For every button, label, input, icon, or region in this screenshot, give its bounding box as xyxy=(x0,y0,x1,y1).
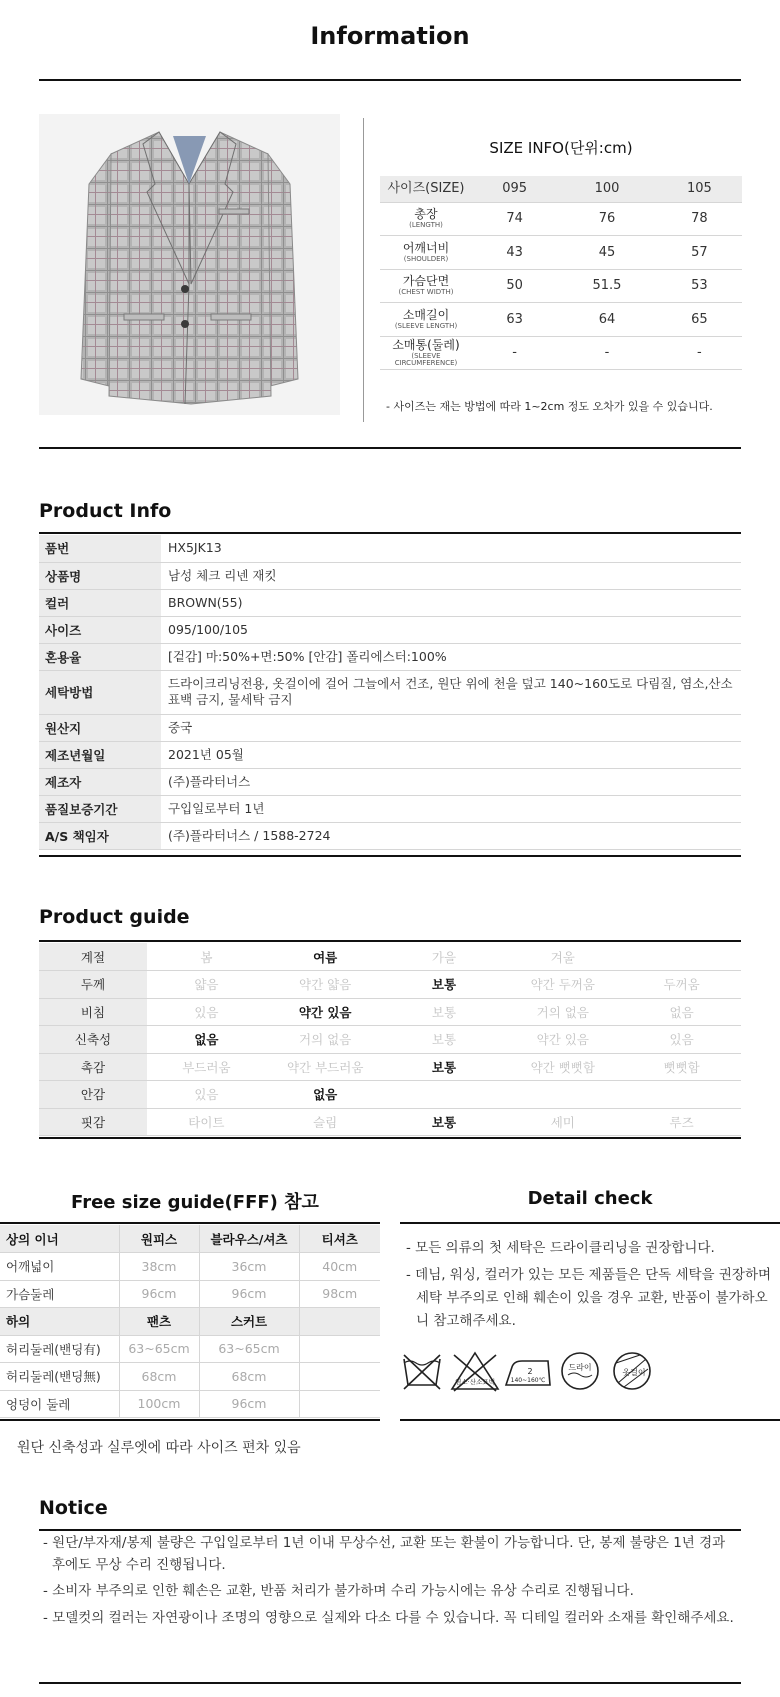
info-value: [겉감] 마:50%+면:50% [안감] 폴리에스터:100% xyxy=(161,643,741,670)
guide-key: 신축성 xyxy=(39,1026,147,1054)
table-row xyxy=(39,589,741,616)
dry-clean-label: 드라이 xyxy=(568,1363,592,1372)
table-row xyxy=(39,768,741,795)
info-key: 원산지 xyxy=(39,714,161,741)
divider xyxy=(39,1529,741,1531)
table-row xyxy=(39,822,741,849)
free-size-cell xyxy=(299,1363,380,1391)
list-item: - 데님, 워싱, 컬러가 있는 모든 제품들은 단독 세탁을 권장하며 세탁 부주의로 인해 훼손이 있을 경우 교환, 반품이 불가하오니 참고해주세요. xyxy=(406,1266,772,1329)
product-info-title: Product Info xyxy=(39,500,172,522)
free-size-header: 팬츠 xyxy=(119,1308,199,1336)
guide-option: 보통 xyxy=(385,1053,504,1081)
info-value: 중국 xyxy=(161,714,741,741)
info-value: 095/100/105 xyxy=(161,616,741,643)
info-key: 품질보증기간 xyxy=(39,795,161,822)
free-size-key: 어깨넓이 xyxy=(0,1253,119,1281)
divider xyxy=(0,1222,380,1224)
guide-option: 보통 xyxy=(385,998,504,1026)
size-row-shoulder xyxy=(380,236,742,270)
free-size-header-row xyxy=(0,1225,380,1253)
free-size-cell xyxy=(299,1335,380,1363)
table-row xyxy=(39,998,741,1026)
info-key: 사이즈 xyxy=(39,616,161,643)
table-row xyxy=(39,943,741,971)
free-size-header xyxy=(299,1308,380,1336)
size-header-label: 사이즈(SIZE) xyxy=(380,176,472,202)
iron-140-160-icon xyxy=(506,1361,550,1385)
free-size-table xyxy=(0,1225,380,1418)
no-bleach-icon xyxy=(452,1353,498,1391)
free-size-title: Free size guide(FFF) 참고 xyxy=(71,1192,319,1213)
size-cell: 45 xyxy=(557,236,656,270)
info-value: (주)플라터너스 / 1588-2724 xyxy=(161,822,741,849)
free-size-header: 원피스 xyxy=(119,1225,199,1253)
size-row-sleeve-circumference xyxy=(380,336,742,370)
free-size-cell: 63~65cm xyxy=(199,1335,299,1363)
table-row xyxy=(0,1390,380,1418)
guide-option: 거의 없음 xyxy=(503,998,622,1026)
guide-option: 타이트 xyxy=(147,1108,266,1136)
info-key: 품번 xyxy=(39,535,161,562)
guide-option: 약간 부드러움 xyxy=(266,1053,385,1081)
product-guide-title: Product guide xyxy=(39,906,190,928)
divider xyxy=(39,532,741,534)
guide-option: 두꺼움 xyxy=(622,971,741,999)
hang-dry-icon xyxy=(614,1353,650,1389)
guide-option: 세미 xyxy=(503,1108,622,1136)
size-header-row xyxy=(380,176,742,202)
free-size-header: 블라우스/셔츠 xyxy=(199,1225,299,1253)
list-item: - 소비자 부주의로 인한 훼손은 교환, 반품 처리가 불가하며 수리 가능시에는 유상 수리로 진행됩니다. xyxy=(43,1583,634,1600)
table-row xyxy=(39,795,741,822)
information-title: Information xyxy=(310,22,470,50)
bleach-label: 염소·산소표백 xyxy=(455,1378,495,1386)
size-row-label: 총장 (LENGTH) xyxy=(380,202,472,236)
care-icons xyxy=(400,1347,670,1397)
size-info-title: SIZE INFO(단위:cm) xyxy=(489,139,633,157)
guide-option: 가을 xyxy=(385,943,504,971)
info-value: 2021년 05월 xyxy=(161,741,741,768)
free-size-key: 허리둘레(밴딩有) xyxy=(0,1335,119,1363)
info-value: BROWN(55) xyxy=(161,589,741,616)
size-cell: - xyxy=(472,336,557,370)
guide-option: 없음 xyxy=(622,998,741,1026)
free-size-cell: 100cm xyxy=(119,1390,199,1418)
free-size-key: 가슴둘레 xyxy=(0,1280,119,1308)
table-row xyxy=(39,535,741,562)
free-size-cell: 68cm xyxy=(199,1363,299,1391)
divider xyxy=(39,1137,741,1139)
free-size-cell: 63~65cm xyxy=(119,1335,199,1363)
table-row xyxy=(39,1081,741,1109)
dry-clean-icon xyxy=(562,1353,598,1389)
size-row-chest xyxy=(380,269,742,303)
guide-option xyxy=(622,1081,741,1109)
size-row-sleeve-length xyxy=(380,303,742,337)
table-row xyxy=(39,1026,741,1054)
guide-option: 슬림 xyxy=(266,1108,385,1136)
table-row xyxy=(0,1280,380,1308)
divider xyxy=(39,79,741,81)
size-header-105: 105 xyxy=(657,176,742,202)
info-value: HX5JK13 xyxy=(161,535,741,562)
guide-option: 약간 뻣뻣함 xyxy=(503,1053,622,1081)
guide-option: 루즈 xyxy=(622,1108,741,1136)
guide-key: 계절 xyxy=(39,943,147,971)
divider xyxy=(39,447,741,449)
free-size-header: 티셔츠 xyxy=(299,1225,380,1253)
guide-option: 약간 있음 xyxy=(503,1026,622,1054)
list-item: - 모델컷의 컬러는 자연광이나 조명의 영향으로 실제와 다소 다를 수 있습니다. 꼭 디테일 컬러와 소재를 확인해주세요. xyxy=(43,1609,734,1626)
iron-temp-label: 140~160℃ xyxy=(510,1377,546,1384)
free-size-key: 허리둘레(밴딩無) xyxy=(0,1363,119,1391)
guide-option: 약간 두꺼움 xyxy=(503,971,622,999)
size-cell: 74 xyxy=(472,202,557,236)
size-info-table xyxy=(380,176,742,370)
free-size-cell: 38cm xyxy=(119,1253,199,1281)
free-size-cell: 36cm xyxy=(199,1253,299,1281)
free-size-cell: 40cm xyxy=(299,1253,380,1281)
guide-option: 뻣뻣함 xyxy=(622,1053,741,1081)
free-size-cell: 96cm xyxy=(199,1390,299,1418)
table-row xyxy=(39,562,741,589)
table-row xyxy=(0,1335,380,1363)
info-key: 상품명 xyxy=(39,562,161,589)
size-cell: 76 xyxy=(557,202,656,236)
guide-option: 얇음 xyxy=(147,971,266,999)
guide-option: 봄 xyxy=(147,943,266,971)
info-value: 구입일로부터 1년 xyxy=(161,795,741,822)
size-row-label: 소매길이 (SLEEVE LENGTH) xyxy=(380,303,472,337)
info-value: 드라이크리닝전용, 옷걸이에 걸어 그늘에서 건조, 원단 위에 천을 덮고 140~160도로 다림질, 염소,산소표백 금지, 물세탁 금지 xyxy=(161,670,741,714)
size-header-095: 095 xyxy=(472,176,557,202)
vertical-divider xyxy=(363,118,364,422)
table-row xyxy=(39,1108,741,1136)
guide-option: 없음 xyxy=(147,1026,266,1054)
guide-option xyxy=(503,1081,622,1109)
size-cell: 50 xyxy=(472,269,557,303)
product-guide-table xyxy=(39,943,741,1136)
guide-option: 거의 없음 xyxy=(266,1026,385,1054)
info-key: 세탁방법 xyxy=(39,670,161,714)
notice-list xyxy=(39,1533,741,1634)
info-key: 제조자 xyxy=(39,768,161,795)
no-wash-icon xyxy=(404,1355,440,1389)
divider xyxy=(400,1419,780,1421)
free-size-note: 원단 신축성과 실루엣에 따라 사이즈 편차 있음 xyxy=(17,1440,301,1456)
size-row-length xyxy=(380,202,742,236)
table-row xyxy=(39,714,741,741)
divider xyxy=(39,1682,741,1684)
guide-option: 없음 xyxy=(266,1081,385,1109)
guide-key: 두께 xyxy=(39,971,147,999)
size-header-100: 100 xyxy=(557,176,656,202)
size-cell: 43 xyxy=(472,236,557,270)
info-key: 컬러 xyxy=(39,589,161,616)
divider xyxy=(39,940,741,942)
free-size-cell: 98cm xyxy=(299,1280,380,1308)
divider xyxy=(39,855,741,857)
notice-title: Notice xyxy=(39,1497,108,1519)
free-size-cell: 68cm xyxy=(119,1363,199,1391)
guide-option: 보통 xyxy=(385,1108,504,1136)
product-info-table xyxy=(39,535,741,850)
free-size-cell xyxy=(299,1390,380,1418)
info-key: 제조년월일 xyxy=(39,741,161,768)
size-cell: 64 xyxy=(557,303,656,337)
size-cell: 78 xyxy=(657,202,742,236)
free-size-header: 하의 xyxy=(0,1308,119,1336)
info-key: 혼용율 xyxy=(39,643,161,670)
size-note: - 사이즈는 재는 방법에 따라 1~2cm 정도 오차가 있을 수 있습니다. xyxy=(386,400,713,413)
table-row xyxy=(39,616,741,643)
table-row xyxy=(39,741,741,768)
info-value: (주)플라터너스 xyxy=(161,768,741,795)
size-row-label: 어깨너비 (SHOULDER) xyxy=(380,236,472,270)
list-item: - 원단/부자재/봉제 불량은 구입일로부터 1년 이내 무상수선, 교환 또는 환불이 가능합니다. 단, 봉제 불량은 1년 경과 후에도 무상 수리 진행됩니다. xyxy=(43,1535,726,1573)
detail-check-title: Detail check xyxy=(527,1188,653,1209)
size-cell: 57 xyxy=(657,236,742,270)
guide-option: 여름 xyxy=(266,943,385,971)
size-cell: 51.5 xyxy=(557,269,656,303)
guide-option: 부드러움 xyxy=(147,1053,266,1081)
size-row-label: 가슴단면 (CHEST WIDTH) xyxy=(380,269,472,303)
guide-key: 핏감 xyxy=(39,1108,147,1136)
table-row xyxy=(0,1363,380,1391)
guide-option: 약간 있음 xyxy=(266,998,385,1026)
guide-key: 안감 xyxy=(39,1081,147,1109)
size-row-label: 소매통(둘레) (SLEEVE CIRCUMFERENCE) xyxy=(380,336,472,370)
guide-option: 있음 xyxy=(147,1081,266,1109)
size-cell: - xyxy=(657,336,742,370)
size-cell: 53 xyxy=(657,269,742,303)
hang-dry-label: 옷걸이 xyxy=(622,1368,646,1377)
free-size-header: 스커트 xyxy=(199,1308,299,1336)
guide-option: 겨울 xyxy=(503,943,622,971)
table-row xyxy=(39,1053,741,1081)
free-size-cell: 96cm xyxy=(119,1280,199,1308)
free-size-header-row xyxy=(0,1308,380,1336)
list-item: - 모든 의류의 첫 세탁은 드라이클리닝을 권장합니다. xyxy=(406,1240,715,1256)
divider xyxy=(400,1222,780,1224)
guide-option: 있음 xyxy=(147,998,266,1026)
free-size-header: 상의 이너 xyxy=(0,1225,119,1253)
iron-level-label: 2 xyxy=(527,1367,533,1376)
divider xyxy=(0,1419,380,1421)
table-row xyxy=(39,643,741,670)
free-size-cell: 96cm xyxy=(199,1280,299,1308)
info-value: 남성 체크 리넨 재킷 xyxy=(161,562,741,589)
checked-jacket-illustration xyxy=(39,114,340,415)
size-cell: 63 xyxy=(472,303,557,337)
guide-key: 비침 xyxy=(39,998,147,1026)
size-cell: 65 xyxy=(657,303,742,337)
guide-key: 촉감 xyxy=(39,1053,147,1081)
guide-option xyxy=(622,943,741,971)
guide-option xyxy=(385,1081,504,1109)
guide-option: 있음 xyxy=(622,1026,741,1054)
size-cell: - xyxy=(557,336,656,370)
guide-option: 약간 얇음 xyxy=(266,971,385,999)
free-size-key: 엉덩이 둘레 xyxy=(0,1390,119,1418)
table-row xyxy=(39,670,741,714)
guide-option: 보통 xyxy=(385,1026,504,1054)
guide-option: 보통 xyxy=(385,971,504,999)
detail-check-list xyxy=(400,1237,776,1337)
table-row xyxy=(0,1253,380,1281)
info-key: A/S 책임자 xyxy=(39,822,161,849)
table-row xyxy=(39,971,741,999)
product-image xyxy=(39,114,340,415)
